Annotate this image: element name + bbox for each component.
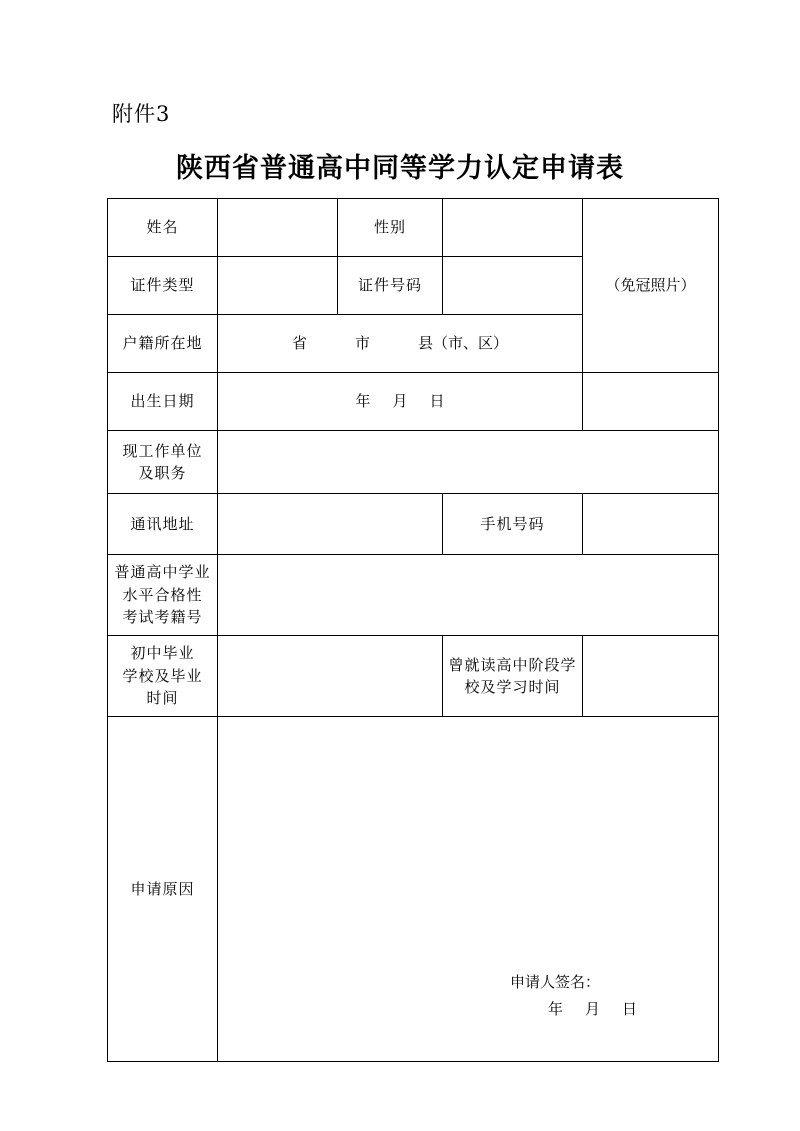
former-high-school-value-field[interactable]	[583, 636, 719, 717]
junior-school-label	[108, 636, 218, 717]
household-value-field[interactable]	[218, 315, 583, 373]
birth-month-unit: 月	[392, 392, 408, 411]
address-value-field[interactable]	[218, 494, 443, 555]
table-row	[108, 555, 719, 636]
former-high-school-label-line2: 校及学习时间	[464, 678, 561, 696]
table-row	[108, 717, 719, 1062]
signature-block	[510, 969, 637, 1023]
id-type-value-field[interactable]	[218, 257, 338, 315]
work-unit-label	[108, 431, 218, 494]
reason-label: 申请原因	[108, 717, 218, 1062]
exam-registration-value-field[interactable]	[218, 555, 719, 636]
table-row	[108, 431, 719, 494]
signature-year-unit: 年	[547, 1000, 563, 1018]
photo-side-blank	[583, 373, 719, 431]
signature-date-line	[510, 996, 637, 1023]
former-high-school-label	[443, 636, 583, 717]
junior-school-label-line1: 初中毕业	[130, 644, 195, 663]
exam-registration-label-line2: 水平合格性	[122, 585, 203, 604]
birth-date-label: 出生日期	[108, 373, 218, 431]
photo-placeholder: （免冠照片）	[583, 199, 719, 373]
exam-registration-label	[108, 555, 218, 636]
id-number-value-field[interactable]	[443, 257, 583, 315]
signature-day-unit: 日	[621, 1000, 637, 1018]
junior-school-label-line3: 时间	[146, 689, 179, 708]
birth-day-unit: 日	[429, 392, 445, 411]
page-title: 陕西省普通高中同等学力认定申请表	[176, 153, 624, 184]
household-county: 县（市、区）	[418, 334, 509, 353]
gender-label: 性别	[338, 199, 443, 257]
birth-date-value-field[interactable]	[218, 373, 583, 431]
work-unit-label-line2: 及职务	[138, 464, 187, 482]
name-value-field[interactable]	[218, 199, 338, 257]
attachment-label: 附件3	[112, 102, 171, 126]
table-row	[108, 636, 719, 717]
table-row	[108, 494, 719, 555]
birth-year-unit: 年	[355, 392, 371, 411]
signature-month-unit: 月	[584, 1000, 600, 1018]
id-number-label: 证件号码	[338, 257, 443, 315]
junior-school-label-line2: 学校及毕业	[122, 666, 203, 685]
gender-value-field[interactable]	[443, 199, 583, 257]
reason-value-field[interactable]	[218, 717, 719, 1062]
reason-body	[221, 719, 715, 1059]
address-label: 通讯地址	[108, 494, 218, 555]
name-label: 姓名	[108, 199, 218, 257]
work-unit-label-line1: 现工作单位	[122, 441, 203, 460]
application-form-table	[107, 198, 719, 1062]
household-province: 省	[291, 334, 307, 353]
work-unit-value-field[interactable]	[218, 431, 719, 494]
table-row	[108, 373, 719, 431]
table-row	[108, 199, 719, 257]
household-label: 户籍所在地	[108, 315, 218, 373]
phone-label: 手机号码	[443, 494, 583, 555]
exam-registration-label-line1: 普通高中学业	[114, 563, 211, 582]
applicant-signature-label: 申请人签名：	[509, 973, 600, 991]
former-high-school-label-line1: 曾就读高中阶段学	[448, 655, 577, 674]
household-city: 市	[354, 334, 370, 353]
id-type-label: 证件类型	[108, 257, 218, 315]
exam-registration-label-line3: 考试考籍号	[122, 608, 203, 627]
junior-school-value-field[interactable]	[218, 636, 443, 717]
phone-value-field[interactable]	[583, 494, 719, 555]
